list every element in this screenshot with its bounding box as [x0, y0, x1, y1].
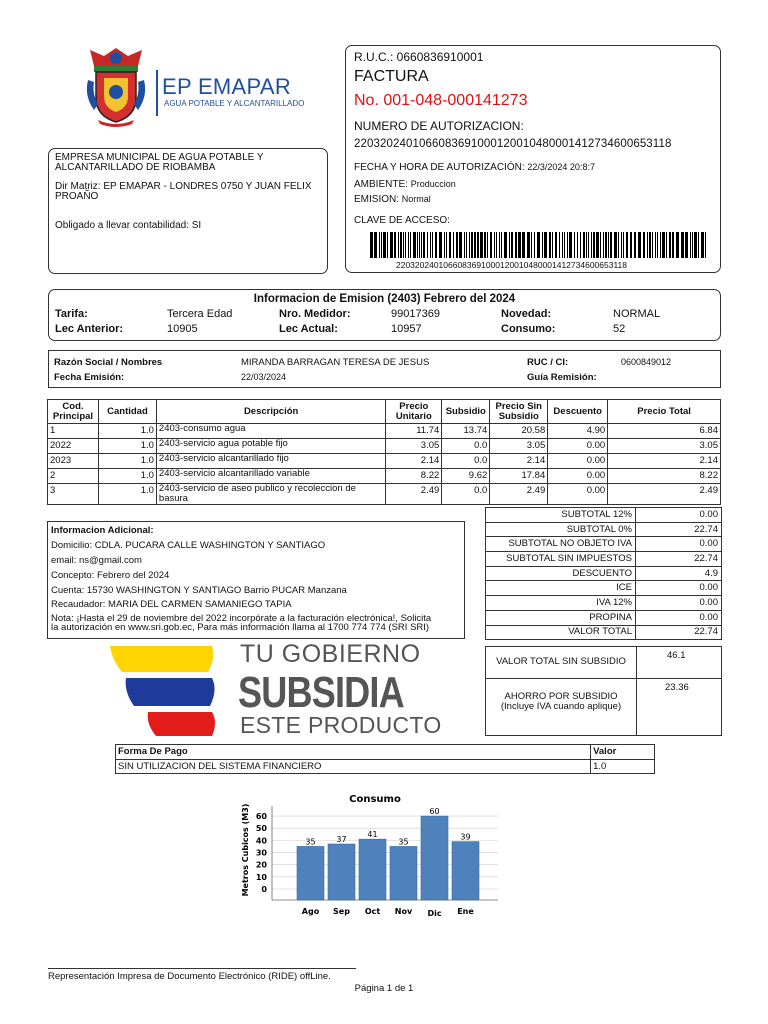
- barcode-bar: [444, 232, 445, 258]
- barcode-bar: [555, 232, 557, 258]
- novedad-label: Novedad:: [501, 308, 552, 320]
- barcode-bar: [621, 232, 622, 258]
- barcode-bar: [423, 232, 425, 258]
- lec-anterior-value: 10905: [167, 323, 198, 335]
- x-tick-label: Ene: [457, 907, 474, 916]
- cell-precio: 3.05: [386, 439, 442, 454]
- bar-ago: [297, 846, 324, 900]
- cell-subsidio: 0.0: [442, 454, 490, 469]
- cell-cant: 1.0: [98, 424, 156, 439]
- fecha-emision-value: 22/03/2024: [241, 372, 287, 382]
- barcode-bar: [477, 232, 479, 258]
- cell-descuento: 4.90: [548, 424, 608, 439]
- barcode-bar: [552, 232, 553, 258]
- total-row: [486, 522, 722, 537]
- barcode-bar: [439, 232, 442, 258]
- total-label: SUBTOTAL SIN IMPUESTOS: [486, 552, 636, 567]
- total-label: DESCUENTO: [486, 566, 636, 581]
- barcode-bar: [511, 232, 513, 258]
- barcode-bar: [534, 232, 535, 258]
- barcode-bar: [676, 232, 679, 258]
- barcode-bar: [577, 232, 578, 258]
- barcode-bar: [484, 232, 486, 258]
- barcode-bar: [662, 232, 665, 258]
- fecha-emision-label: Fecha Emisión:: [54, 372, 125, 383]
- barcode-bar: [390, 232, 393, 258]
- cell-descuento: 0.00: [548, 469, 608, 484]
- barcode-bar: [410, 232, 411, 258]
- total-row: [486, 566, 722, 581]
- total-row: [486, 508, 722, 523]
- cell-cant: 1.0: [98, 454, 156, 469]
- barcode-bar: [499, 232, 500, 258]
- barcode-bar: [504, 232, 507, 258]
- nota-line-2: la autorización en www.sri.gob.ec, Para más información llama al 1700 774 774 (SRI SRI): [51, 622, 430, 633]
- cell-total: 3.05: [608, 439, 721, 454]
- cell-cod: 2: [48, 469, 99, 484]
- cuenta: Cuenta: 15730 WASHINGTON Y SANTIAGO Barrio PUCAR Manzana: [51, 585, 347, 596]
- payment-method: SIN UTILIZACION DEL SISTEMA FINANCIERO: [116, 759, 591, 774]
- total-row: [486, 552, 722, 567]
- x-tick-label: Oct: [364, 907, 381, 916]
- barcode-bar: [474, 232, 476, 258]
- total-value: 4.9: [636, 566, 722, 581]
- banner-line-3: ESTE PRODUCTO: [240, 712, 442, 738]
- barcode-bar: [501, 232, 502, 258]
- banner-line-2: SUBSIDIA: [238, 668, 404, 717]
- cell-desc: 2403-servicio alcantarillado fijo: [156, 454, 385, 469]
- invoice-number: No. 001-048-000141273: [354, 92, 528, 109]
- barcode-bar: [698, 232, 699, 258]
- payment-value: 1.0: [591, 759, 655, 774]
- bar-value-label: 35: [305, 837, 316, 847]
- barcode-bar: [509, 232, 510, 258]
- barcode-bar: [490, 232, 492, 258]
- emapar-logo: [84, 46, 304, 128]
- bar-value-label: 37: [336, 835, 347, 845]
- company-address-2: PROAÑO: [55, 191, 99, 202]
- col-sin-subsidio: Precio Sin Subsidio: [490, 400, 548, 424]
- col-subsidio: Subsidio: [442, 400, 490, 424]
- subsidy-summary: [485, 646, 722, 736]
- emision-title: Informacion de Emision (2403) Febrero del 2024: [253, 293, 516, 305]
- company-address-1: Dir Matriz: EP EMAPAR - LONDRES 0750 Y JUAN FELIX: [55, 181, 312, 192]
- barcode-bar: [588, 232, 589, 258]
- barcode-bar: [549, 232, 551, 258]
- total-row: [486, 610, 722, 625]
- bar-value-label: 41: [367, 830, 378, 840]
- domicilio: Domicilio: CDLA. PUCARA CALLE WASHINGTON Y SANTIAGO: [51, 540, 326, 551]
- invoice-header: [345, 45, 721, 273]
- barcode-bar: [544, 232, 547, 258]
- barcode-bar: [655, 232, 656, 258]
- cell-descuento: 0.00: [548, 439, 608, 454]
- barcode-bar: [427, 232, 428, 258]
- cell-desc: 2403-consumo agua: [156, 424, 385, 439]
- contabilidad: Obligado a llevar contabilidad: SI: [55, 220, 202, 231]
- bar-value-label: 60: [429, 807, 440, 817]
- vts-label: VALOR TOTAL SIN SUBSIDIO: [496, 656, 626, 667]
- doc-type: FACTURA: [354, 68, 429, 85]
- barcode-bar: [580, 232, 581, 258]
- y-tick-label: 30: [255, 848, 267, 858]
- barcode-bar: [649, 232, 651, 258]
- barcode-bar: [685, 232, 688, 258]
- logo-brand: EP EMAPAR: [162, 74, 292, 99]
- barcode-bar: [567, 232, 568, 258]
- lec-actual-value: 10957: [391, 323, 422, 335]
- barcode-bar: [681, 232, 684, 258]
- barcode-bar: [480, 232, 483, 258]
- total-label: ICE: [486, 581, 636, 596]
- barcode-bar: [562, 232, 563, 258]
- cell-cant: 1.0: [98, 469, 156, 484]
- total-label: IVA 12%: [486, 596, 636, 611]
- barcode-bar: [626, 232, 628, 258]
- barcode-bar: [569, 232, 572, 258]
- ruc-ci-label: RUC / CI:: [527, 357, 569, 368]
- coat-of-arms-icon: [84, 46, 148, 128]
- total-value: 22.74: [636, 552, 722, 567]
- additional-info: [47, 521, 465, 639]
- barcode-bar: [531, 232, 532, 258]
- y-tick-label: 50: [255, 824, 267, 834]
- barcode-bar: [638, 232, 641, 258]
- total-value: 0.00: [636, 537, 722, 552]
- cell-cod: 2023: [48, 454, 99, 469]
- barcode-bar: [430, 232, 431, 258]
- total-value: 22.74: [636, 522, 722, 537]
- cell-total: 6.84: [608, 424, 721, 439]
- barcode-bar: [694, 232, 697, 258]
- barcode-bar: [403, 232, 404, 258]
- y-tick-label: 60: [255, 812, 267, 822]
- company-info: [48, 148, 328, 274]
- barcode-bar: [574, 232, 575, 258]
- bar-oct: [359, 839, 386, 900]
- total-value: 0.00: [636, 581, 722, 596]
- cell-precio: 2.14: [386, 454, 442, 469]
- barcode-bar: [527, 232, 530, 258]
- ruc-emisor: R.U.C.: 0660836910001: [354, 50, 484, 64]
- clave-label: CLAVE DE ACCESO:: [354, 215, 450, 226]
- barcode-bar: [408, 232, 409, 258]
- cell-desc: 2403-servicio de aseo publico y recoleccion de basura: [156, 484, 385, 505]
- barcode-bar: [421, 232, 422, 258]
- emision-info: [48, 289, 721, 341]
- barcode-bar: [634, 232, 636, 258]
- lec-actual-label: Lec Actual:: [279, 323, 338, 335]
- payment-table: [115, 744, 655, 774]
- barcode-bar: [608, 232, 609, 258]
- barcode-bar: [405, 232, 406, 258]
- barcode-bar: [660, 232, 661, 258]
- table-row: [48, 484, 721, 505]
- barcode-bar: [398, 232, 399, 258]
- barcode-bar: [515, 232, 517, 258]
- cell-cant: 1.0: [98, 439, 156, 454]
- detail-table: [47, 399, 721, 505]
- barcode-bar: [593, 232, 595, 258]
- payment-header-row: [116, 745, 655, 760]
- barcode-bar: [413, 232, 416, 258]
- cell-subsidio: 0.0: [442, 439, 490, 454]
- barcode-bar: [432, 232, 433, 258]
- guia-label: Guía Remisión:: [527, 372, 597, 383]
- razon-value: MIRANDA BARRAGAN TERESA DE JESUS: [241, 357, 430, 368]
- barcode-bar: [496, 232, 497, 258]
- x-tick-label: Ago: [301, 907, 320, 916]
- tarifa-value: Tercera Edad: [167, 308, 233, 320]
- email: email: ns@gmail.com: [51, 555, 142, 566]
- ahorro-label: AHORRO POR SUBSIDIO: [504, 691, 618, 702]
- bar-value-label: 39: [460, 832, 471, 842]
- bar-nov: [390, 846, 417, 900]
- barcode-bar: [669, 232, 671, 258]
- detail-header-row: [48, 400, 721, 424]
- barcode-bar: [586, 232, 587, 258]
- medidor-label: Nro. Medidor:: [279, 308, 351, 320]
- total-value: 0.00: [636, 508, 722, 523]
- x-tick-label: Sep: [333, 907, 350, 916]
- barcode-bar: [610, 232, 612, 258]
- cell-cod: 1: [48, 424, 99, 439]
- barcode-bar: [643, 232, 645, 258]
- cell-cant: 1.0: [98, 484, 156, 505]
- barcode-bar: [471, 232, 473, 258]
- tarifa-label: Tarifa:: [55, 308, 88, 320]
- total-label: SUBTOTAL 0%: [486, 522, 636, 537]
- payment-row: [116, 759, 655, 774]
- barcode-bar: [614, 232, 617, 258]
- cell-sin_sub: 3.05: [490, 439, 548, 454]
- totals-table: [485, 507, 722, 640]
- barcode-bar: [387, 232, 388, 258]
- col-cantidad: Cantidad: [98, 400, 156, 424]
- cell-descuento: 0.00: [548, 484, 608, 505]
- razon-label: Razón Social / Nombres: [54, 357, 163, 368]
- barcode-bar: [542, 232, 543, 258]
- barcode-bar: [701, 232, 704, 258]
- cell-descuento: 0.00: [548, 454, 608, 469]
- bar-value-label: 35: [398, 837, 409, 847]
- emision: EMISION: Normal: [354, 194, 431, 205]
- cell-desc: 2403-servicio agua potable fijo: [156, 439, 385, 454]
- barcode-bar: [692, 232, 693, 258]
- company-name-1: EMPRESA MUNICIPAL DE AGUA POTABLE Y: [55, 152, 264, 163]
- table-row: [48, 469, 721, 484]
- barcode-bar: [522, 232, 525, 258]
- barcode-bar: [453, 232, 454, 258]
- table-row: [48, 424, 721, 439]
- x-tick-label: Nov: [394, 907, 413, 916]
- logo-divider: [156, 70, 158, 116]
- barcode-bar: [596, 232, 599, 258]
- barcode-bar: [370, 232, 373, 258]
- table-row: [48, 454, 721, 469]
- consumo-chart: [238, 788, 518, 922]
- cell-desc: 2403-servicio alcantarillado variable: [156, 469, 385, 484]
- barcode-bar: [459, 232, 462, 258]
- total-label: PROPINA: [486, 610, 636, 625]
- auth-date: FECHA Y HORA DE AUTORIZACIÓN: 22/3/2024 20:8:7: [354, 162, 595, 173]
- barcode-bar: [600, 232, 601, 258]
- ruc-ci-value: 0600849012: [621, 357, 672, 367]
- barcode-bar: [603, 232, 604, 258]
- auth-number: 2203202401066083691000120010480001412734600653118: [354, 138, 672, 150]
- cell-precio: 2.49: [386, 484, 442, 505]
- barcode-bar: [456, 232, 458, 258]
- col-total: Precio Total: [608, 400, 721, 424]
- barcode-bar: [435, 232, 437, 258]
- col-cod: Cod. Principal: [48, 400, 99, 424]
- barcode-bar: [657, 232, 658, 258]
- barcode-bar: [591, 232, 592, 258]
- barcode-bar: [518, 232, 521, 258]
- consumo-value: 52: [613, 323, 626, 335]
- nota-line-1: Nota: ¡Hasta el 29 de noviembre del 2022 incorpórate a la facturación electrónica!, Solicita: [51, 613, 432, 624]
- barcode-bar: [537, 232, 540, 258]
- barcode-bar: [672, 232, 674, 258]
- barcode-bar: [559, 232, 560, 258]
- barcode-bar: [446, 232, 447, 258]
- barcode-bar: [494, 232, 495, 258]
- barcode-bar: [466, 232, 467, 258]
- payment-method-header: Forma De Pago: [116, 745, 591, 760]
- x-tick-label: Dic: [427, 909, 442, 918]
- table-row: [48, 439, 721, 454]
- barcode-bar: [690, 232, 691, 258]
- total-row: [486, 537, 722, 552]
- barcode-bar: [464, 232, 465, 258]
- logo-tagline: AGUA POTABLE Y ALCANTARILLADO: [164, 99, 305, 108]
- chart-ylabel: Metros Cubicos (M3): [241, 803, 250, 897]
- y-tick-label: 40: [255, 836, 267, 846]
- barcode-bar: [666, 232, 667, 258]
- novedad-value: NORMAL: [613, 308, 661, 320]
- barcode-bar: [419, 232, 420, 258]
- barcode-bar: [564, 232, 565, 258]
- total-value: 22.74: [636, 625, 722, 640]
- total-value: 0.00: [636, 610, 722, 625]
- barcode-bar: [379, 232, 380, 258]
- concepto: Concepto: Febrero del 2024: [51, 570, 170, 581]
- total-label: VALOR TOTAL: [486, 625, 636, 640]
- barcode-bar: [449, 232, 451, 258]
- y-tick-label: 0: [261, 885, 267, 894]
- cell-cod: 3: [48, 484, 99, 505]
- vts-value: 46.1: [667, 650, 686, 661]
- cell-total: 2.14: [608, 454, 721, 469]
- total-label: SUBTOTAL NO OBJETO IVA: [486, 537, 636, 552]
- barcode-bar: [583, 232, 585, 258]
- total-row: [486, 625, 722, 640]
- barcode-bar: [618, 232, 619, 258]
- barcode-bar: [605, 232, 607, 258]
- additional-title: Informacion Adicional:: [51, 525, 154, 536]
- y-tick-label: 20: [255, 860, 267, 870]
- barcode-bar: [652, 232, 653, 258]
- total-value: 0.00: [636, 596, 722, 611]
- cell-precio: 8.22: [386, 469, 442, 484]
- clave-acceso: 2203202401066083691000120010480001412734600653118: [396, 260, 628, 270]
- cell-total: 2.49: [608, 484, 721, 505]
- barcode-bar: [623, 232, 624, 258]
- barcode-bar: [469, 232, 470, 258]
- cell-sin_sub: 20.58: [490, 424, 548, 439]
- bar-ene: [452, 842, 479, 900]
- cell-subsidio: 9.62: [442, 469, 490, 484]
- recaudador: Recaudador: MARIA DEL CARMEN SAMANIEGO TAPIA: [51, 599, 292, 610]
- cell-sin_sub: 2.49: [490, 484, 548, 505]
- y-tick-label: 10: [255, 872, 267, 882]
- barcode-bar: [417, 232, 418, 258]
- barcode-bar: [394, 232, 396, 258]
- bar-dic: [421, 816, 448, 900]
- bar-sep: [328, 844, 355, 900]
- medidor-value: 99017369: [391, 308, 440, 320]
- col-descripcion: Descripción: [156, 400, 385, 424]
- cell-subsidio: 0.0: [442, 484, 490, 505]
- company-name-2: ALCANTARILLADO DE RIOBAMBA: [55, 162, 216, 173]
- banner-line-1: TU GOBIERNO: [240, 640, 421, 668]
- cell-total: 8.22: [608, 469, 721, 484]
- consumo-label: Consumo:: [501, 323, 556, 335]
- cell-precio: 11.74: [386, 424, 442, 439]
- total-label: SUBTOTAL 12%: [486, 508, 636, 523]
- col-precio: Precio Unitario: [386, 400, 442, 424]
- page-number: Página 1 de 1: [354, 983, 414, 994]
- ecuador-flag-stripes-icon: [108, 646, 218, 736]
- ride-note: Representación Impresa de Documento Electrónico (RIDE) offLine.: [48, 968, 356, 982]
- barcode-bar: [630, 232, 632, 258]
- barcode-bar: [381, 232, 382, 258]
- chart-title: Consumo: [349, 794, 401, 805]
- barcode-bar: [487, 232, 488, 258]
- barcode-bar: [383, 232, 386, 258]
- auth-label: NUMERO DE AUTORIZACION:: [354, 119, 524, 133]
- barcode-bar: [647, 232, 648, 258]
- ahorro-note: (Incluye IVA cuando aplique): [500, 701, 622, 712]
- cell-sin_sub: 17.84: [490, 469, 548, 484]
- client-info: [48, 350, 721, 388]
- cell-sin_sub: 2.14: [490, 454, 548, 469]
- barcode: [370, 232, 706, 258]
- ambiente: AMBIENTE: Produccion: [354, 179, 456, 190]
- col-descuento: Descuento: [548, 400, 608, 424]
- cell-cod: 2022: [48, 439, 99, 454]
- total-row: [486, 581, 722, 596]
- ahorro-value: 23.36: [665, 682, 689, 693]
- barcode-bar: [374, 232, 377, 258]
- barcode-bar: [705, 232, 706, 258]
- cell-subsidio: 13.74: [442, 424, 490, 439]
- payment-value-header: Valor: [591, 745, 655, 760]
- lec-anterior-label: Lec Anterior:: [55, 323, 124, 335]
- total-row: [486, 596, 722, 611]
- barcode-bar: [400, 232, 402, 258]
